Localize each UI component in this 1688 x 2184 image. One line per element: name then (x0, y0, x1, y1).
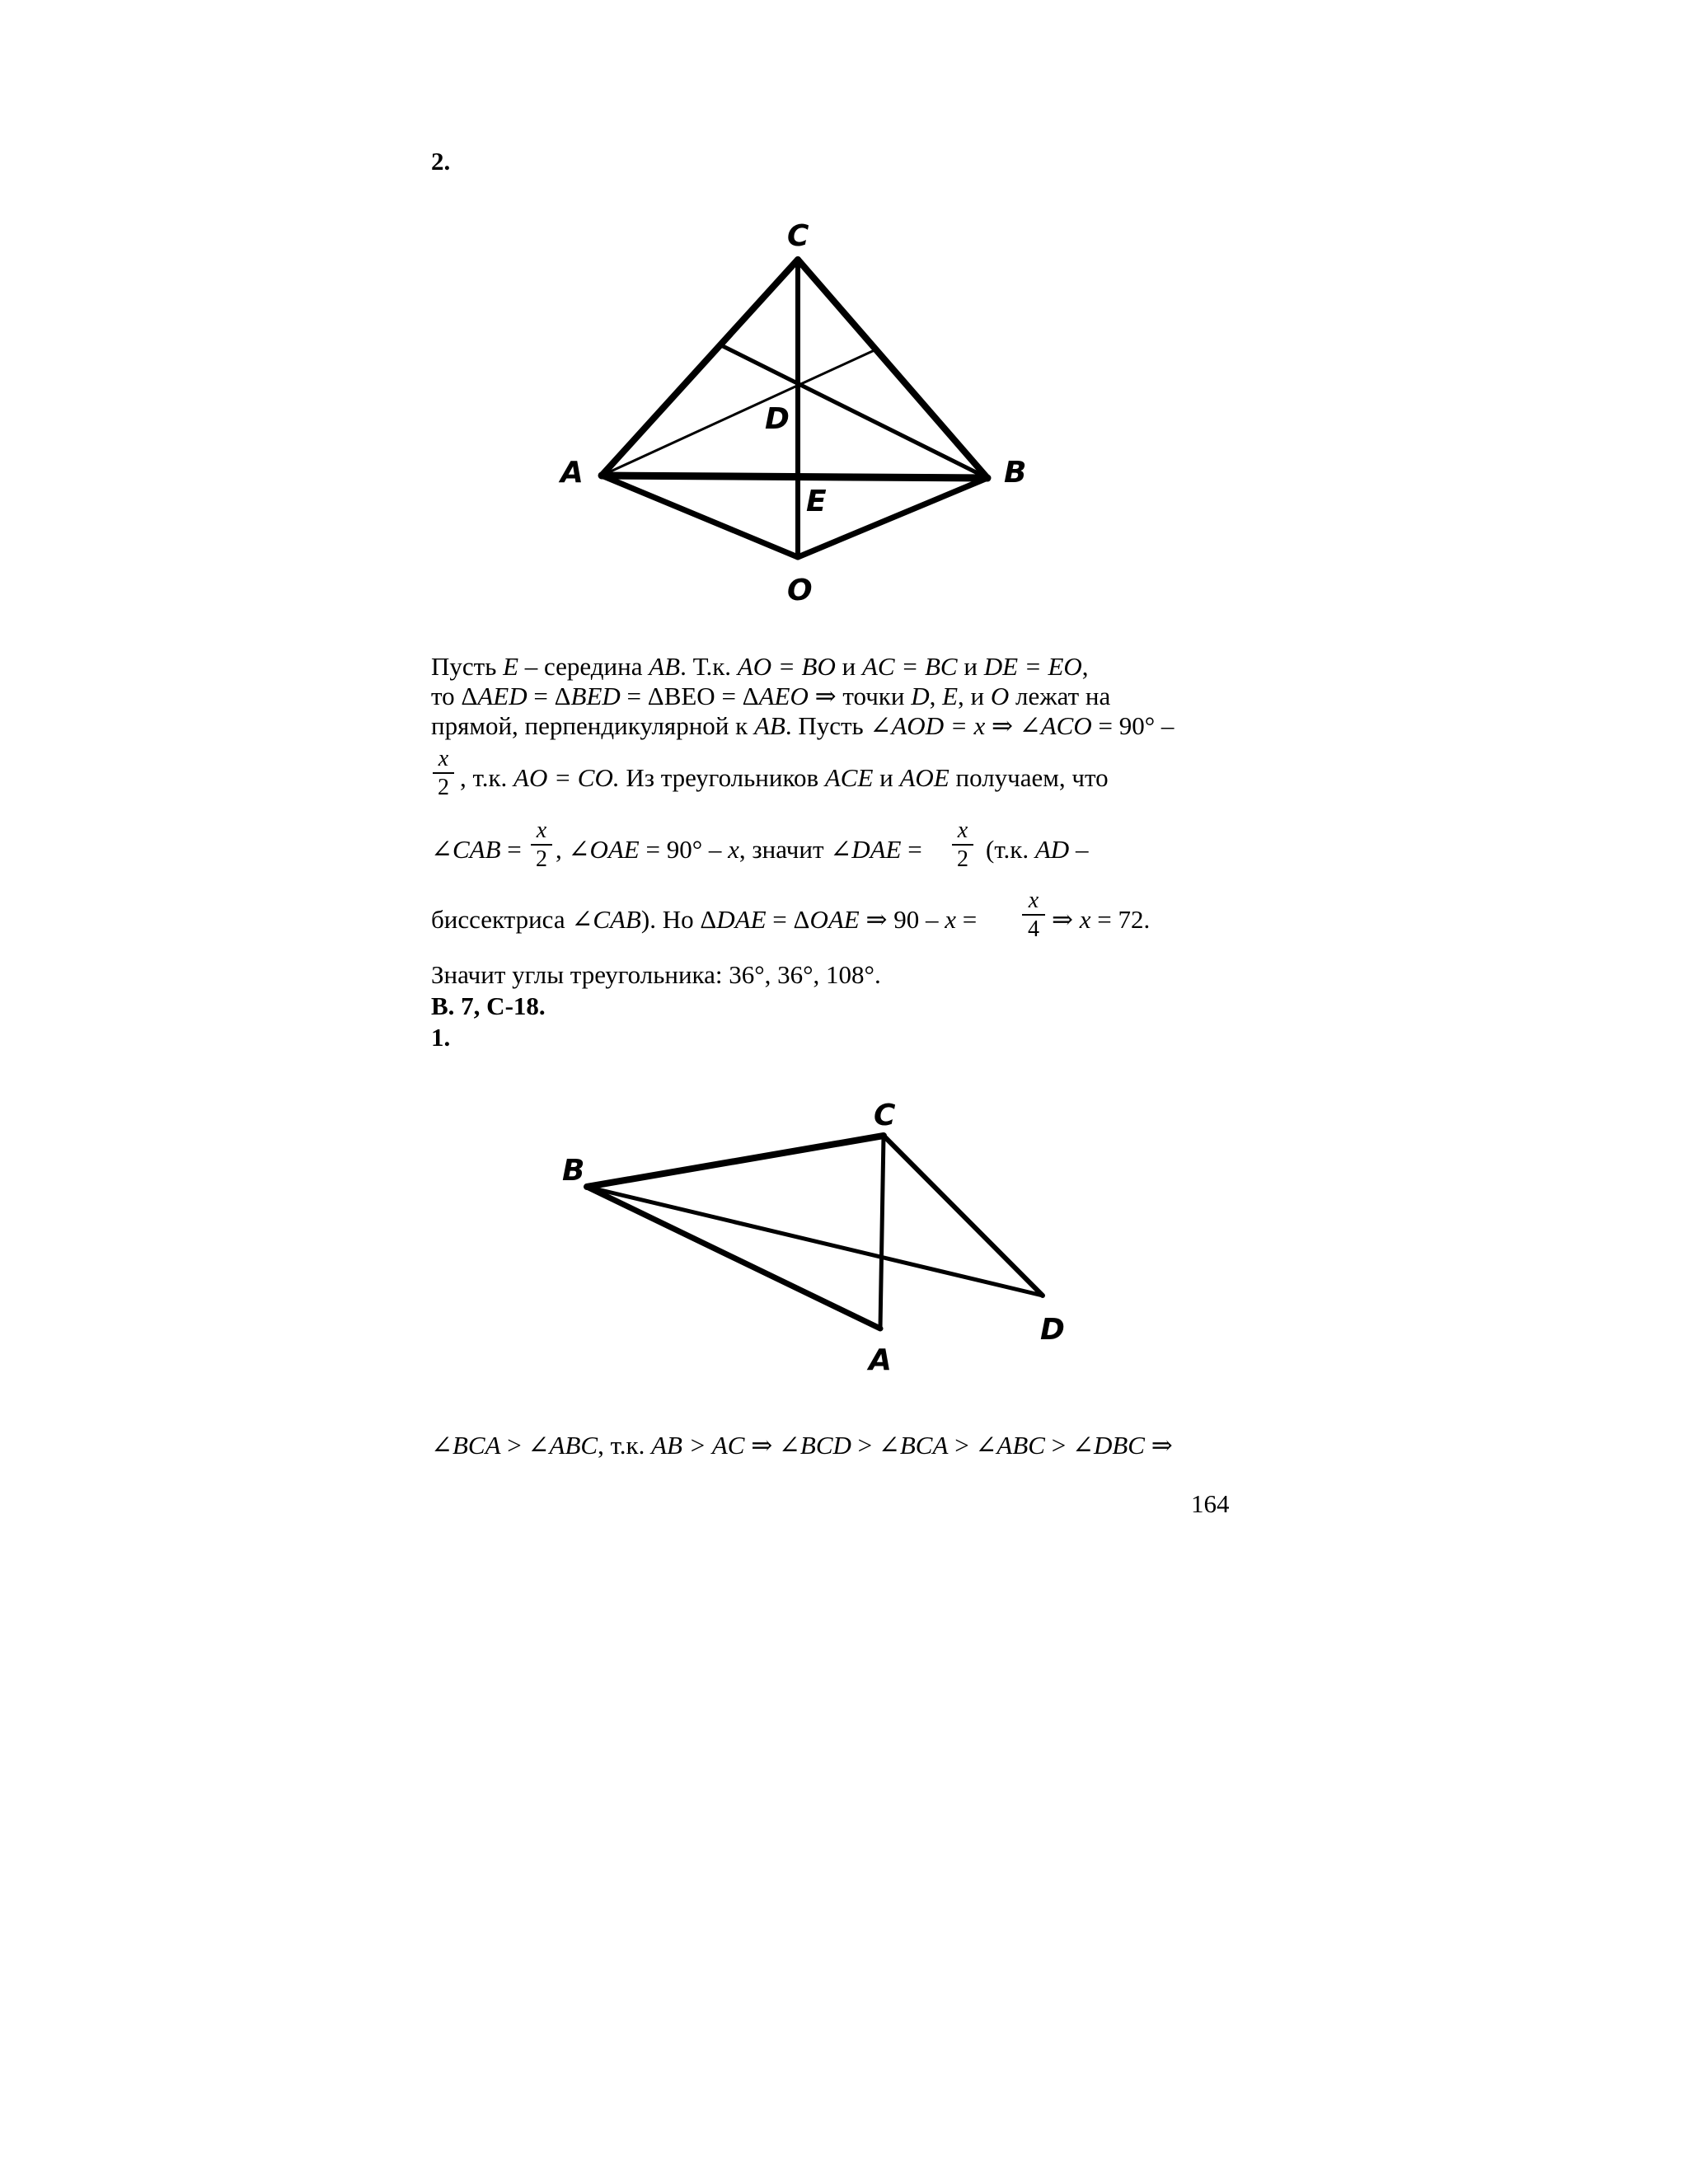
solution-line-6a: биссектриса ∠CAB). Но ΔDAE = ΔOAE ⇒ 90 – x = (431, 905, 978, 934)
segment-ab (602, 476, 987, 478)
solution-line-5b: , ∠OAE = 90° – x, значит ∠DAE = (556, 835, 922, 864)
solution-line-6b: ⇒ x = 72. (1052, 905, 1151, 934)
problem-2-label: 2. (431, 147, 451, 176)
solution-line-5a: ∠CAB = (431, 835, 522, 864)
figure-triangles-abc-dbc (536, 1080, 1113, 1393)
label-b: B (1004, 456, 1027, 490)
solution-line-3: прямой, перпендикулярной к AB. Пусть ∠AOD = x ⇒ ∠ACO = 90° – (431, 711, 1175, 740)
segment-bd (587, 1187, 1043, 1296)
label-e: E (806, 485, 827, 518)
variant-heading: В. 7, С-18. (431, 991, 546, 1020)
label-a: A (560, 456, 584, 490)
label-c2: C (874, 1099, 896, 1132)
problem-1-label: 1. (431, 1023, 451, 1052)
page-number: 164 (1191, 1489, 1230, 1518)
inequality-line: ∠BCA > ∠ABC, т.к. AB > AC ⇒ ∠BCD > ∠BCA > ∠ABC > ∠DBC ⇒ (431, 1431, 1173, 1460)
solution-line-5c: (т.к. AD – (986, 835, 1089, 864)
segment-ba (587, 1187, 880, 1329)
segment-cd (884, 1136, 1043, 1296)
bisector-from-a (602, 349, 876, 476)
segment-ca (880, 1136, 884, 1329)
solution-line-1: Пусть E – середина AB. Т.к. AO = BO и AC = BC и DE = EO, (431, 652, 1089, 681)
fraction-x-over-2: x 2 (433, 747, 454, 800)
figure-triangle-abc-with-point-o (536, 198, 1047, 626)
segment-bc (587, 1136, 884, 1187)
label-d2: D (1040, 1313, 1065, 1347)
segment-ao (602, 476, 798, 557)
fraction-x-over-4: x 4 (1022, 888, 1045, 942)
bisector-from-b (720, 344, 987, 478)
fraction-dae: x 2 (952, 818, 973, 872)
label-b2: B (562, 1154, 585, 1188)
fraction-cab: x 2 (531, 818, 552, 872)
solution-line-4: , т.к. AO = CO. Из треугольников ACE и AOE получаем, что (460, 763, 1109, 792)
label-o: O (787, 574, 813, 607)
solution-conclusion: Значит углы треугольника: 36°, 36°, 108°. (431, 960, 881, 989)
label-d: D (765, 402, 790, 436)
segment-cb (798, 260, 987, 478)
solution-line-2: то ΔAED = ΔBED = ΔBEO = ΔAEO ⇒ точки D, E, и O лежат на (431, 682, 1111, 710)
label-c: C (787, 219, 809, 253)
label-a2: A (869, 1343, 892, 1377)
